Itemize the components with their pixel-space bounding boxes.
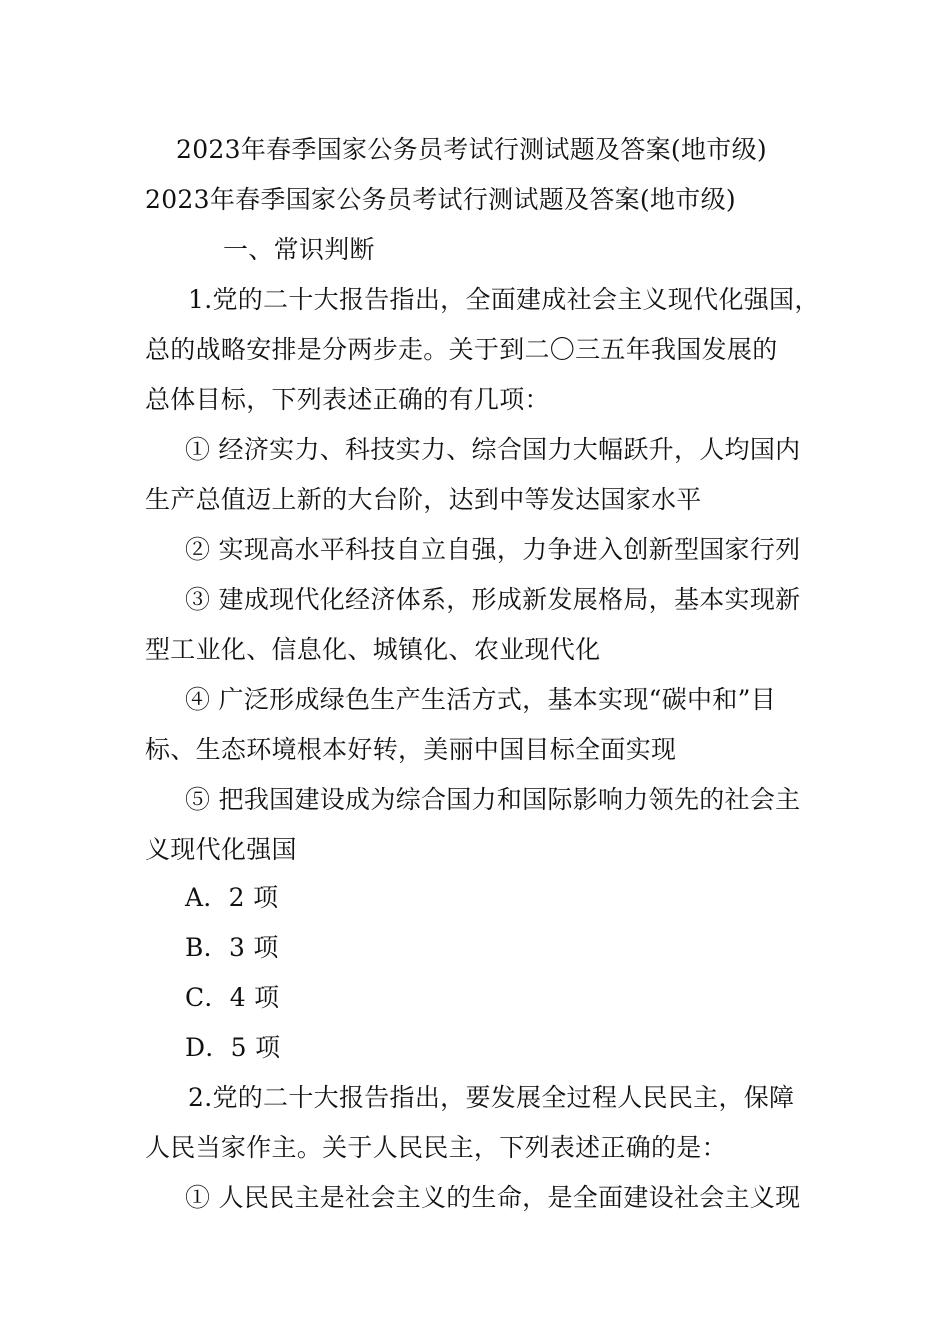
document-title-repeat: 2023年春季国家公务员考试行测试题及答案(地市级) <box>145 185 736 214</box>
question-1-statement-4: ④ 广泛形成绿色生产生活方式，基本实现“碳中和”目 <box>185 685 777 714</box>
question-1-option-a: A．2 项 <box>185 883 279 912</box>
question-1-stem-line: 1.党的二十大报告指出，全面建成社会主义现代化强国， <box>188 285 820 314</box>
question-1-option-d: D．5 项 <box>185 1033 281 1062</box>
question-1-stem-line: 总体目标，下列表述正确的有几项： <box>145 385 550 414</box>
question-2-statement-1: ① 人民民主是社会主义的生命，是全面建设社会主义现 <box>185 1183 801 1212</box>
question-1-statement-4-cont: 标、生态环境根本好转，美丽中国目标全面实现 <box>145 735 677 764</box>
question-1-statement-3: ③ 建成现代化经济体系，形成新发展格局，基本实现新 <box>185 585 801 614</box>
question-2-stem-line: 人民当家作主。关于人民民主，下列表述正确的是： <box>145 1133 727 1162</box>
question-1-statement-2: ② 实现高水平科技自立自强，力争进入创新型国家行列 <box>185 535 801 564</box>
question-1-stem-line: 总的战略安排是分两步走。关于到二〇三五年我国发展的 <box>145 335 778 364</box>
section-heading: 一、常识判断 <box>223 235 375 264</box>
question-1-statement-1: ① 经济实力、科技实力、综合国力大幅跃升，人均国内 <box>185 435 801 464</box>
question-1-option-b: B．3 项 <box>185 933 279 962</box>
question-1-statement-5-cont: 义现代化强国 <box>145 835 297 864</box>
document-title: 2023年春季国家公务员考试行测试题及答案(地市级) <box>176 135 767 164</box>
question-2-stem-line: 2.党的二十大报告指出，要发展全过程人民民主，保障 <box>188 1083 795 1112</box>
question-1-option-c: C．4 项 <box>185 983 280 1012</box>
question-1-statement-1-cont: 生产总值迈上新的大台阶，达到中等发达国家水平 <box>145 485 702 514</box>
question-1-statement-5: ⑤ 把我国建设成为综合国力和国际影响力领先的社会主 <box>185 785 801 814</box>
question-1-statement-3-cont: 型工业化、信息化、城镇化、农业现代化 <box>145 635 601 664</box>
